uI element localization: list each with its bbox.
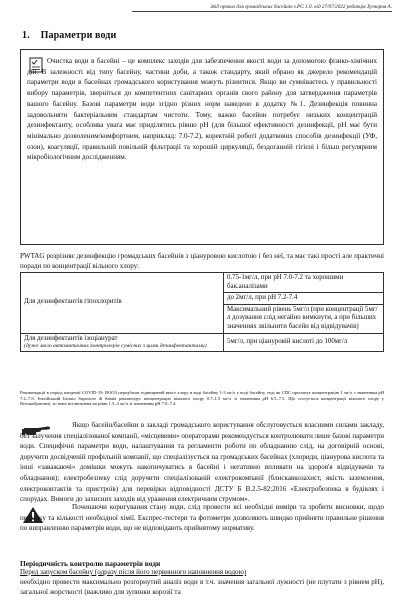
periodic-subheading: Перед запуском басейну (одразу після його первинного наповнення водою) (20, 568, 247, 576)
section-title: Параметри води (40, 30, 117, 41)
section-heading (22, 30, 116, 41)
running-header: Звід правил для громадських басейнів v.PG 1.0. від 27/07/2022 редакція Хуторня А. (132, 4, 392, 12)
intro-text: Очистка води в басейні – це комплекс заходів для забезпечення якості води за допомогою фізико-хімічних дій. В залежності від типу басейну, частини доби, а також стандарту, який обрано як джерело рекомендацій параметри води в басейнах громадського користування можуть різнитися. Якщо ви сумніваєтесь у правильності вибору параметрів, зверніться до компетентних санітарних органів свого району для затвердження параметрів вашого басейну. Базові параметри води згідно різних норм наведено в додатку №1. Дезинфекція повинна задовольняти бактеріальним стандартам чистоти. Тому, важко басейни потребує низьких концентрацій дезинфектанту, особлива увага має приділятись рівню рН (для більшої ефективності дезинфекції, рН має бути мінімально дозволеним/комфортним, наприклад: 7.0-7.2), коректній роботі додаткових способів дезинфекції (УФ, озон), коагуляції, правильній повільній фільтрації та хорошій циркуляції, бездоганній гігієні і більш регулярним мікробіологічним дослідженням. (27, 57, 377, 162)
footnote (20, 390, 384, 407)
footnote-text: Рекомендації в період пандемії COVID-19: ВООЗ передбачає підвищений вміст хлору в воді басейну 1-3 мг/л у воді басейну, тоді як CDC пропонує концентрацію 1 мг/л з значенням рН 7.2–7.8. Італійський Istituto Superiore di Sanità рекомендує концентрацію вільного хлору 0.7–1.5 мг/л зі значенням рН 6.5–7.5. Що стосується концентрації вільного хлору у Великобританії, то вона встановлена на рівні 1.5–3 мг/л зі значенням рН 7.0–7.4. (20, 390, 384, 407)
table-cell-label: Для дезинфектантів ізоціанурат (дуже мало автоматичних контролерів сумісних з цими дезинфектантами) (21, 333, 224, 351)
table-row (21, 273, 384, 293)
pwtag-paragraph: PWTAG розрізняє дезинфекцію громадських басейнів з ціануровою кислотою і без неї, та має такі прості але практичні поради по концентрації вільного хлору: (20, 252, 384, 270)
table-cell-label: Для дезинфектантів гіпохлоритів (21, 273, 224, 334)
table-cell-value: 5мг/л, при ціануровій кислоті до 100мг/л (224, 333, 384, 351)
table-cell-value: до 2мг/л, при рН 7.2-7.4 (224, 293, 384, 305)
table-cell-note: (дуже мало автоматичних контролерів сумісних з цими дезинфектантами) (24, 343, 207, 350)
table-cell-value: 0.75-1мг/л, при рН 7.0-7.2 та хорошими бак.аналізами (224, 273, 384, 293)
intro-box (20, 49, 384, 245)
managed-pool-paragraph: Якщо басейн/басейни в закладі громадського користування обслуговується власними силами закладу, без залучення спеціалізованої компанії, «місцевими» операторами рекомендується контролювати лише базові параметри води. Специфічні параметри води, налаштування та регламенти роботи по обладнанню слід, на договірній основі, доручити досвідченій профільній компанії, що спеціалізується на громадських басейнах (хлориди, ціанурова кислота та інші «заважаючі» домішки можуть накопичуватись в басейні і негативно впливати на здоров'я відвідувачів та обладнання); електробезпеку слід доручити спеціалізованій електрокомпанії (блискавкозахист, якість заземлення, електроконтактів та пристроїв) для перевірки відповідності ДСТУ Б В.2.5-82:2016 «Електробезпека в будівлях і спорудах. Вимоги до захисних заходів від ураження електричним струмом». (20, 421, 384, 504)
periodic-heading: Періодичність контролю параметрів води (20, 559, 161, 568)
table-row (21, 333, 384, 351)
warning-paragraph: Починаючи коригування стану води, слід провести всі необхідні виміри та зробити висновки, щодо переліку та кількості необхідної хімії. Експрес-тестери та фотометри дозволяють швидко прийняти правильне рішення по виправленню параметрів води, що не відповідають прийнятому нормативу. (20, 503, 384, 533)
section-number: 1. (22, 30, 30, 41)
chlorine-table (20, 272, 384, 352)
table-cell-value: Максимальний рівень 5мг/л (при концентрації 5мг/л дозування слід негайно вимкнути, а при більших значеннях звільнити басейн від відвідувачів) (224, 304, 384, 333)
periodic-paragraph: необхідно провести максимально розгорнутий аналіз води в т.ч. значення загальної лужності (не плутати з рівнем рН), загальної жорсткості (важливо для зупинки корозії та (20, 578, 384, 597)
